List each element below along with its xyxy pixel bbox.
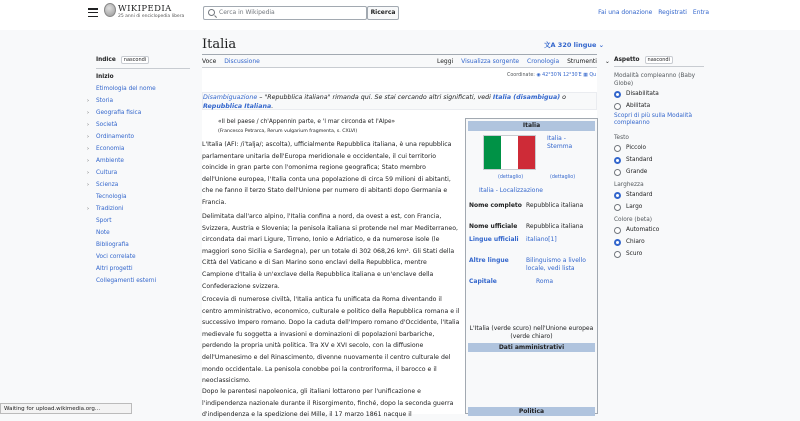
radio-option[interactable] [614,100,704,112]
map-caption: L'Italia (verde scuro) nell'Unione europea (verde chiaro) [469,325,594,340]
infobox-value: Repubblica italiana [526,223,584,230]
lead-paragraph-4: Dopo le parentesi napoleonica, gli italiani lottarono per l'unificazione e l'indipendenza nazionale durante il Risorgimento, finché, dopo la seconda guerra d'indipendenza e la spedizione dei Mille, il 17 marzo 1861 nacque il [202,388,454,419]
login-link[interactable]: Entra [692,9,709,16]
flag-detail-link[interactable]: (dettaglio) [498,175,524,180]
lead-paragraph-1: L'Italia (AFI: /iˈtalja/; ascolta), ufficialmente Repubblica italiana, è una repubblica parlamentare unitaria dell'Europa meridionale e occidentale, il cui territorio coincide in gran parte con l'omonima regione geografica; Stato membro dell'Unione europea, l'Italia conta una popolazione di circa 59 milioni di abitanti, che ne fanno il terzo Stato dell'Unione per numero di abitanti dopo Germania e Francia. [202,141,452,206]
toc-item[interactable] [96,266,190,278]
infobox-value[interactable]: Bilinguismo a livello locale, vedi lista [526,257,586,272]
toc-item[interactable] [96,278,190,290]
toc-item-label: Geografia fisica [96,110,142,116]
radio-button[interactable] [614,192,621,199]
toc-item-label: Voci correlate [96,254,136,260]
radio-option[interactable] [614,224,704,236]
radio-option[interactable] [614,88,704,100]
toc-item[interactable] [87,134,190,146]
radio-option[interactable] [614,189,704,201]
article-content [202,68,597,419]
toc-item-label: Ambiente [96,158,124,164]
wikipedia-globe-icon[interactable] [104,3,116,17]
table-of-contents [87,56,190,290]
toc-item-label: Note [96,230,110,236]
radio-label: Piccolo [626,145,647,151]
toc-item-label: Storia [96,98,114,104]
languages-label: 320 lingue [557,41,597,49]
map-icon[interactable]: ▦ [583,73,588,78]
radio-button[interactable] [614,157,621,164]
main-menu-icon[interactable] [88,8,98,17]
repubblica-italiana-link[interactable]: Repubblica Italiana [203,102,272,110]
appearance-panel [614,56,704,260]
infobox-section-admin: Dati amministrativi [468,343,595,352]
tab-read[interactable]: Leggi [437,58,453,69]
flag-image[interactable] [483,135,536,170]
toc-item-label: Bibliografia [96,242,129,248]
toc-item[interactable] [87,122,190,134]
tab-history[interactable]: Cronologia [527,58,560,65]
radio-option[interactable] [614,248,704,260]
languages-button[interactable] [544,40,604,49]
toc-item-label: Etimologia del nome [96,86,156,92]
birthday-mode-link[interactable]: Scopri di più sulla Modalità compleanno [614,113,693,126]
toc-item-label: Scienza [96,182,119,188]
appearance-header: Aspetto nascondi [614,56,704,64]
toc-item-label: Tecnologia [96,194,127,200]
radio-button[interactable] [614,227,621,234]
toc-item[interactable] [96,230,190,242]
radio-label: Chiaro [626,239,645,245]
chevron-right-icon[interactable]: › [87,146,89,152]
coordinates: Coordinate: ◉ 42°30′N 12°30′E ▦ Qu [507,73,597,78]
chevron-right-icon[interactable]: › [87,170,89,176]
infobox-key[interactable]: Lingue ufficiali [469,236,519,243]
toc-header: Indice nascondi [96,56,190,64]
radio-button[interactable] [614,145,621,152]
radio-button[interactable] [614,251,621,258]
emblem-detail-link[interactable]: (dettaglio) [550,175,576,180]
toc-item[interactable] [87,110,190,122]
tab-view-source[interactable]: Visualizza sorgente [461,58,520,65]
page-title: Italia [202,37,237,52]
search-button[interactable]: Ricerca [367,6,399,20]
radio-label: Disabilitata [626,91,659,97]
toc-item-label: Sport [96,218,112,224]
infobox-key: Nome completo [469,202,522,209]
toc-item[interactable] [87,98,190,110]
radio-label: Automatico [626,227,660,233]
width-label: Larghezza [614,182,644,188]
radio-label: Largo [626,204,643,210]
flag-stripe [484,136,501,169]
toc-item[interactable] [96,74,190,86]
disambiguation-hatnote: Disambiguazione – "Repubblica italiana" rimanda qui. Se stai cercando altri significati, vedi Italia (disambigua) o Repubblica Italiana. [202,92,597,110]
toc-item[interactable] [96,254,190,266]
toc-item-label: Tradizioni [96,206,124,212]
color-label: Colore (beta) [614,217,653,223]
disambiguation-link[interactable]: Disambiguazione [203,94,258,101]
toc-item-label: Società [96,122,118,128]
chevron-down-icon: ⌄ [598,41,605,49]
radio-label: Standard [626,192,653,198]
toc-item[interactable] [96,242,190,254]
radio-label: Standard [626,157,653,163]
site-header [0,0,800,30]
infobox-title: Italia [468,121,595,131]
toc-item-label: Cultura [96,170,118,176]
infobox-key[interactable]: Altre lingue [469,257,509,264]
flag-stripe [501,136,518,169]
toc-item[interactable] [96,218,190,230]
infobox [465,118,598,414]
search-input[interactable] [203,6,367,20]
emblem-link[interactable]: Italia - Stemma [547,135,573,150]
tab-tools[interactable]: Strumenti ⌄ [567,58,610,65]
view-tabs [437,58,616,65]
chevron-right-icon[interactable]: › [87,206,89,212]
toc-item[interactable] [96,86,190,98]
toc-item-label: Ordinamento [96,134,135,140]
tab-talk[interactable]: Discussione [224,58,260,65]
radio-label: Abilitata [626,103,651,109]
donate-link[interactable]: Fai una donazione [598,9,653,16]
toc-item-label: Altri progetti [96,266,133,272]
infobox-value[interactable]: italiano[1] [526,236,557,243]
wikipedia-tagline: 25 anni di enciclopedia libera [118,14,185,19]
translate-icon: 文A [544,41,558,49]
toc-item[interactable] [87,158,190,170]
toc-hide-button[interactable]: nascondi [121,56,149,64]
appearance-hide-button[interactable]: nascondi [645,56,673,64]
radio-label: Grande [626,169,648,175]
status-bar: Waiting for upload.wikimedia.org... [0,403,132,414]
radio-label: Scuro [626,251,643,257]
toc-item-label: Collegamenti esterni [96,278,157,284]
coordinates-extra[interactable]: Qu [589,73,597,78]
radio-option[interactable] [614,154,704,166]
radio-option[interactable] [614,142,704,154]
search-icon [208,9,215,16]
text-size-label: Testo [614,135,629,141]
infobox-value: Repubblica italiana [526,202,584,209]
chevron-right-icon[interactable]: › [87,98,89,104]
toc-item[interactable] [87,206,190,218]
chevron-right-icon[interactable]: › [87,158,89,164]
radio-button[interactable] [614,169,621,176]
coordinates-link[interactable]: 42°30′N 12°30′E [542,73,582,78]
infobox-section-politics: Politica [468,407,595,416]
radio-button[interactable] [614,204,621,211]
petrarca-quote: «Il bel paese / ch'Appennin parte, e 'l mar circonda et l'Alpe» [218,119,396,125]
toc-item[interactable] [96,194,190,206]
chevron-right-icon[interactable]: › [87,110,89,116]
radio-option[interactable] [614,201,704,213]
flag-stripe [518,136,535,169]
wikipedia-wordmark[interactable]: WIKIPEDIA [118,4,172,14]
toc-item[interactable] [87,170,190,182]
tab-article[interactable]: Voce [202,58,216,69]
radio-button[interactable] [614,103,621,110]
namespace-tabs [202,58,266,65]
lead-paragraph-2: Delimitata dall'arco alpino, l'Italia confina a nord, da ovest a est, con Francia, Svizzera, Austria e Slovenia; la penisola italiana si protende nel mar Mediterraneo, circondata dai mari Ligure, Tirreno, Ionio e Adriatico, e da numerose isole (le maggiori sono Sicilia e Sardegna), per un totale di 302 068,26 km². Gli Stati della Città del Vaticano e di San Marino sono enclavi della Repubblica, mentre Campione d'Italia è un'exclave della Repubblica italiana e un'enclave della Confederazione svizzera. [202,213,458,290]
radio-button[interactable] [614,91,621,98]
location-map-link[interactable]: Italia - Localizzazione [479,187,543,194]
register-link[interactable]: Registrati [658,9,687,16]
infobox-key: Nome ufficiale [469,223,518,230]
italia-disambigua-link[interactable]: Italia (disambigua) [492,94,561,101]
toc-item[interactable] [87,146,190,158]
radio-button[interactable] [614,239,621,246]
chevron-right-icon[interactable]: › [87,182,89,188]
user-links [594,9,709,16]
lead-paragraph-3: Crocevia di numerose civiltà, l'Italia antica fu unificata da Roma diventando il centro amministrativo, economico, culturale e politico della Repubblica romana e il successivo Impero romano. Dopo la caduta dell'Impero romano d'Occidente, l'Italia medievale fu soggetta a invasioni e dominazioni di popolazioni barbariche, perdendo la propria unità politica. Tra XV e XVI secolo, con la diffusione dell'Umanesimo e del Rinascimento, divenne nuovamente il centro culturale del mondo occidentale. La penisola conobbe poi la controriforma, il barocco e il neoclassicismo. [202,296,460,385]
chevron-right-icon[interactable]: › [87,134,89,140]
globe-icon: ◉ [536,73,541,78]
quote-source[interactable]: (Francesco Petrarca, Rerum vulgarium fragmenta, s. CXLVI) [218,129,358,134]
toc-item-label: Economia [96,146,125,152]
radio-option[interactable] [614,166,704,178]
birthday-mode-label: Modalità compleanno (Baby Globe) [614,73,696,87]
search-placeholder: Cerca in Wikipedia [219,9,275,16]
chevron-right-icon[interactable]: › [87,122,89,128]
infobox-value[interactable]: Roma [536,278,554,285]
radio-option[interactable] [614,236,704,248]
toc-item[interactable] [87,182,190,194]
toc-item-label: Inizio [96,74,114,80]
title-divider [202,54,597,55]
infobox-key[interactable]: Capitale [469,278,497,285]
